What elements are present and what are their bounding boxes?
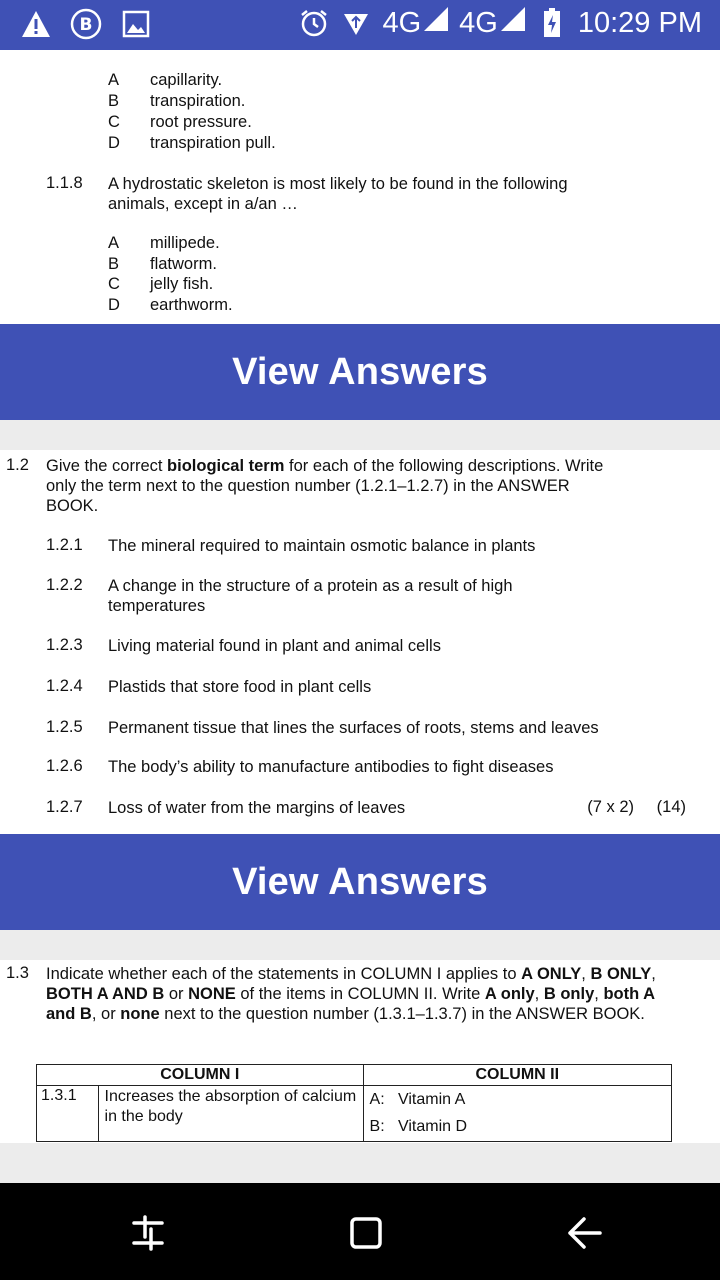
question-text: Permanent tissue that lines the surfaces of roots, stems and leaves [108,719,599,737]
question-text: A change in the structure of a protein as a result of high temperatures [108,577,513,615]
network-type-label: 4G [459,7,498,39]
divider [0,420,720,450]
instruction-bold-text: BOTH A AND B [46,985,165,1003]
row-items [363,1086,671,1142]
columns-table [36,1064,672,1142]
marks-calculation: (7 x 2) [587,798,634,816]
question-number: 1.2.5 [46,718,83,736]
question-number: 1.2.3 [46,636,83,654]
marks-total: (14) [656,798,686,816]
instruction-bold-text: none [120,1005,160,1023]
status-bar [0,0,720,50]
question-number: 1.1.8 [46,174,83,192]
svg-text:B: B [79,15,93,35]
instruction-text: , or [91,1005,121,1023]
question-text: A hydrostatic skeleton is most likely to be found in the following animals, except in a/an … [108,175,568,213]
bitcoin-icon [70,8,102,40]
section-number: 1.2 [6,456,29,474]
back-icon[interactable] [564,1213,604,1253]
navigation-bar [0,1183,720,1280]
home-icon[interactable] [346,1213,386,1253]
instruction-text: , [534,985,544,1003]
data-icon [340,7,372,39]
row-statement: Increases the absorption of calcium in the body [98,1086,363,1142]
signal-icon [500,6,526,40]
section-instructions [46,456,606,516]
option-text: capillarity. [150,71,223,89]
view-answers-button[interactable]: View Answers [0,834,720,930]
option-letter: A [108,234,120,252]
question-page-1-1 [0,50,720,324]
item-letter: B: [369,1118,385,1135]
option-letter: C [108,113,120,131]
instruction-text: , [594,985,604,1003]
section-number: 1.3 [6,964,29,982]
question-number: 1.2.6 [46,757,83,775]
column-header: COLUMN II [363,1065,671,1086]
instruction-bold-text: B ONLY [590,965,652,983]
option-letter: B [108,255,120,273]
image-icon [120,8,152,40]
option-text: root pressure. [150,113,252,131]
row-number: 1.3.1 [37,1086,99,1142]
recent-apps-icon[interactable] [128,1213,168,1253]
question-text: The mineral required to maintain osmotic balance in plants [108,537,536,555]
question-number: 1.2.7 [46,798,83,816]
question-number: 1.2.4 [46,677,83,695]
question-text: Living material found in plant and animal cells [108,637,441,655]
question-page-1-3 [0,960,720,1143]
question-text: The body’s ability to manufacture antibodies to fight diseases [108,758,554,776]
instruction-bold-text: both A and B [46,985,655,1023]
cut-text-line [130,50,430,52]
option-text: transpiration. [150,92,246,110]
warning-icon [20,8,52,40]
instruction-bold-text: biological term [167,457,285,475]
instruction-text: for each of the following descriptions. Write only the term next to the question number (1.2.1–1.2.7) in the ANSWER BOOK. [46,457,604,515]
view-answers-button[interactable]: View Answers [0,324,720,420]
question-text: Loss of water from the margins of leaves [108,799,406,817]
network-type-label: 4G [382,7,422,39]
option-letter: D [108,134,120,152]
item-text: Vitamin A [397,1091,466,1108]
option-letter: D [108,296,120,314]
item-text: Vitamin D [397,1118,468,1135]
instruction-text: Give the correct [46,457,168,475]
option-text: millipede. [150,234,220,252]
option-text: jelly fish. [150,275,214,293]
instruction-text: Indicate whether each of the statements in COLUMN I applies to [46,965,522,983]
column-header: COLUMN I [37,1065,364,1086]
instruction-text: next to the question number (1.3.1–1.3.7) in the ANSWER BOOK. [159,1005,645,1023]
instruction-text: of the items in COLUMN II. Write [235,985,485,1003]
content-scroll-area[interactable] [0,50,720,1143]
alarm-icon [298,7,330,39]
option-letter: A [108,71,120,89]
question-page-1-2 [0,450,720,834]
section-instructions [46,964,656,1024]
question-text: Plastids that store food in plant cells [108,678,372,696]
instruction-text: , [581,965,591,983]
divider [0,930,720,960]
instruction-bold-text: B only [543,985,595,1003]
option-text: earthworm. [150,296,233,314]
option-letter: B [108,92,120,110]
instruction-bold-text: A ONLY [521,965,582,983]
instruction-text: or [164,985,189,1003]
instruction-bold-text: NONE [188,985,236,1003]
option-letter: C [108,275,120,293]
battery-icon [536,7,568,39]
question-number: 1.2.1 [46,536,83,554]
option-text: transpiration pull. [150,134,276,152]
option-text: flatworm. [150,255,217,273]
item-letter: A: [369,1091,385,1108]
signal-icon [423,6,449,40]
instruction-bold-text: A only [484,985,535,1003]
clock: 10:29 PM [577,6,702,39]
table-row [37,1086,672,1142]
question-number: 1.2.2 [46,576,83,594]
instruction-text: , [651,965,656,983]
